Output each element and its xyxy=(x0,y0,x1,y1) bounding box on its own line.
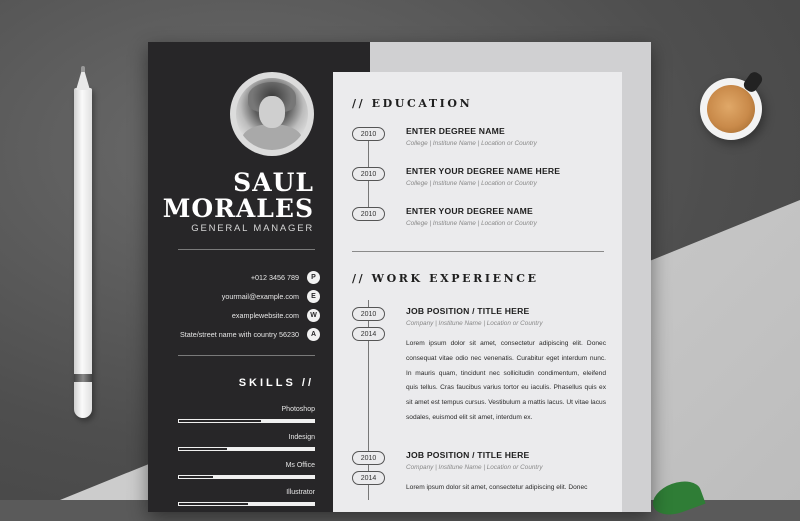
edu-degree-title: ENTER DEGREE NAME xyxy=(406,126,505,136)
pencil-decoration xyxy=(72,66,94,418)
sidebar-divider xyxy=(178,249,315,250)
work-year-start-badge: 2010 xyxy=(352,451,385,465)
job-description: Lorem ipsum dolor sit amet, consectetur adipiscing elit. Donec xyxy=(406,484,588,491)
edu-degree-title: ENTER YOUR DEGREE NAME HERE xyxy=(406,166,561,176)
address-icon: A xyxy=(307,328,320,341)
skill-indesign xyxy=(178,434,315,451)
job-role: GENERAL MANAGER xyxy=(191,223,314,234)
skill-bar xyxy=(178,502,315,506)
job-title: JOB POSITION / TITLE HERE xyxy=(406,450,530,460)
skill-label: Ms Office xyxy=(285,462,315,469)
sidebar-divider xyxy=(178,355,315,356)
skill-bar xyxy=(178,419,315,423)
skill-illustrator xyxy=(178,489,315,506)
job-subtitle: Company | Institune Name | Location or Country xyxy=(406,320,543,327)
skill-bar xyxy=(178,447,315,451)
contact-phone xyxy=(251,270,320,284)
skill-label: Photoshop xyxy=(281,406,315,413)
contact-phone-text: +012 3456 789 xyxy=(250,272,299,282)
contact-email xyxy=(222,289,320,303)
edu-degree-title: ENTER YOUR DEGREE NAME xyxy=(406,206,533,216)
edu-degree-subtitle: College | Institune Name | Location or Country xyxy=(406,220,537,227)
edu-year-badge: 2010 xyxy=(352,127,385,141)
edu-degree-subtitle: College | Institune Name | Location or Country xyxy=(406,180,537,187)
work-year-end-badge: 2014 xyxy=(352,471,385,485)
contact-email-text: yourmail@example.com xyxy=(221,291,299,301)
skill-label: Illustrator xyxy=(286,489,315,496)
edu-year-badge: 2010 xyxy=(352,207,385,221)
edu-year-badge: 2010 xyxy=(352,167,385,181)
skill-label: Indesign xyxy=(288,434,315,441)
contact-address xyxy=(180,327,320,341)
last-name: MORALES xyxy=(162,194,314,223)
skill-photoshop xyxy=(178,406,315,423)
skill-ms-office xyxy=(178,462,315,479)
work-year-start-badge: 2010 xyxy=(352,307,385,321)
skills-heading: SKILLS // xyxy=(238,377,314,389)
job-title: JOB POSITION / TITLE HERE xyxy=(406,306,530,316)
contact-website-text: examplewebsite.com xyxy=(231,310,299,320)
email-icon: E xyxy=(307,290,320,303)
skill-bar xyxy=(178,475,315,479)
contact-address-text: State/street name with country 56230 xyxy=(179,329,299,339)
profile-photo xyxy=(230,72,314,156)
job-description: Lorem ipsum dolor sit amet, consectetur adipiscing elit. Donec consequat vitae odio nec venenatis. Curabitur eget interdum nunc. In mauris quam, tincidunt nec sollicitudin condimentum, eleifend quis tellus. Cras faucibus varius tortor eu iaculis. Phasellus quis ex sit amet est tempus cursus. Vestibulum a mattis lacus. Ut vitae lacus sodales, euismod elit sit amet, interdum ex. xyxy=(406,340,606,421)
coffee-cup-decoration xyxy=(700,78,762,140)
contact-website xyxy=(232,308,320,322)
content-divider xyxy=(352,251,604,252)
edu-degree-subtitle: College | Institune Name | Location or Country xyxy=(406,140,537,147)
work-year-end-badge: 2014 xyxy=(352,327,385,341)
first-name: SAUL xyxy=(233,168,314,197)
phone-icon: P xyxy=(307,271,320,284)
website-icon: W xyxy=(307,309,320,322)
education-heading: // EDUCATION xyxy=(352,97,473,110)
work-heading: // WORK EXPERIENCE xyxy=(352,272,539,285)
job-subtitle: Company | Institune Name | Location or Country xyxy=(406,464,543,471)
